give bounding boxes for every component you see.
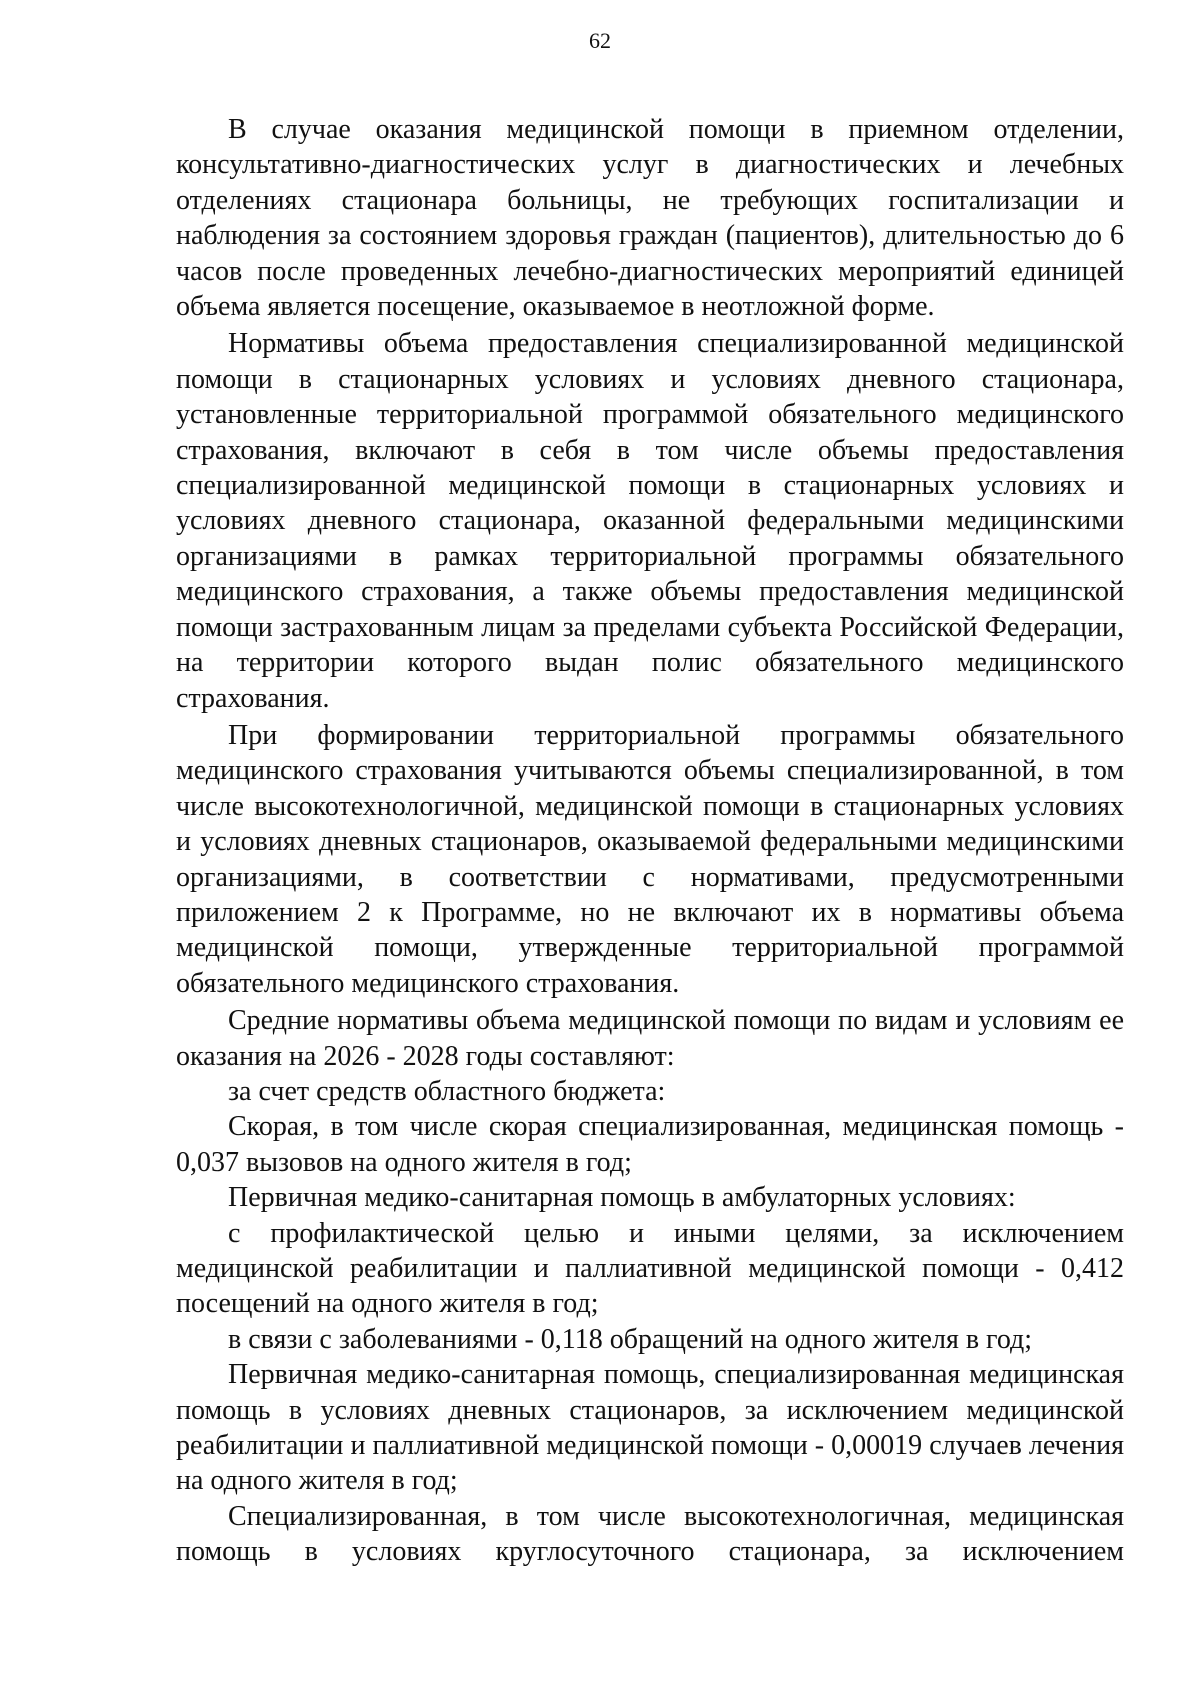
paragraph-regional-budget: за счет средств областного бюджета: bbox=[228, 1075, 666, 1107]
paragraph-average-norms: Средние нормативы объема медицинской помощи по видам и условиям ее оказания на 2026 - 2028 годы составляют: bbox=[176, 1005, 1124, 1072]
paragraph-ambulance: Скорая, в том числе скорая специализированная, медицинская помощь - 0,037 вызовов на одного жителя в год; bbox=[176, 1111, 1124, 1178]
paragraph-emergency-dept: В случае оказания медицинской помощи в приемном отделении, консультативно-диагностических услуг в диагностических и лечебных отделениях стационара больницы, не требующих госпитализации и наблюдения за состоянием здоровья граждан (пациентов), длительностью до 6 часов после проведенных лечебно-диагностических мероприятий единицей объема является посещение, оказываемое в неотложной форме. bbox=[176, 114, 1124, 323]
page-number: 62 bbox=[589, 28, 611, 53]
paragraph-volume-norms: Нормативы объема предоставления специализированной медицинской помощи в стационарных условиях и условиях дневного стационара, установленные территориальной программой обязательного медицинского страхования, включают в себя в том числе объемы предоставления специализированной медицинской помощи в стационарных условиях и условиях дневного стационара, оказанной федеральными медицинскими организациями в рамках территориальной программы обязательного медицинского страхования, а также объемы предоставления медицинской помощи застрахованным лицам за пределами субъекта Российской Федерации, на территории которого выдан полис обязательного медицинского страхования. bbox=[176, 328, 1124, 714]
paragraph-program-formation: При формировании территориальной программы обязательного медицинского страхования учитываются объемы специализированной, в том числе высокотехнологичной, медицинской помощи в стационарных условиях и условиях дневных стационаров, оказываемой федеральными медицинскими организациями, в соответствии с нормативами, предусмотренными приложением 2 к Программе, но не включают их в нормативы объема медицинской помощи, утвержденные территориальной программой обязательного медицинского страхования. bbox=[176, 719, 1124, 999]
paragraph-disease-visits: в связи с заболеваниями - 0,118 обращений на одного жителя в год; bbox=[228, 1323, 1033, 1355]
paragraph-primary-care: Первичная медико-санитарная помощь в амбулаторных условиях: bbox=[228, 1182, 1016, 1214]
document-body bbox=[176, 112, 1124, 1570]
paragraph-preventive-visits: с профилактической целью и иными целями, за исключением медицинской реабилитации и паллиативной медицинской помощи - 0,412 посещений на одного жителя в год; bbox=[176, 1217, 1124, 1320]
paragraph-day-hospital: Первичная медико-санитарная помощь, специализированная медицинская помощь в условиях дневных стационаров, за исключением медицинской реабилитации и паллиативной медицинской помощи - 0,00019 случаев лечения на одного жителя в год; bbox=[176, 1359, 1124, 1497]
paragraph-specialized-care: Специализированная, в том числе высокотехнологичная, медицинская помощь в условиях круглосуточного стационара, за исключением bbox=[176, 1500, 1124, 1568]
